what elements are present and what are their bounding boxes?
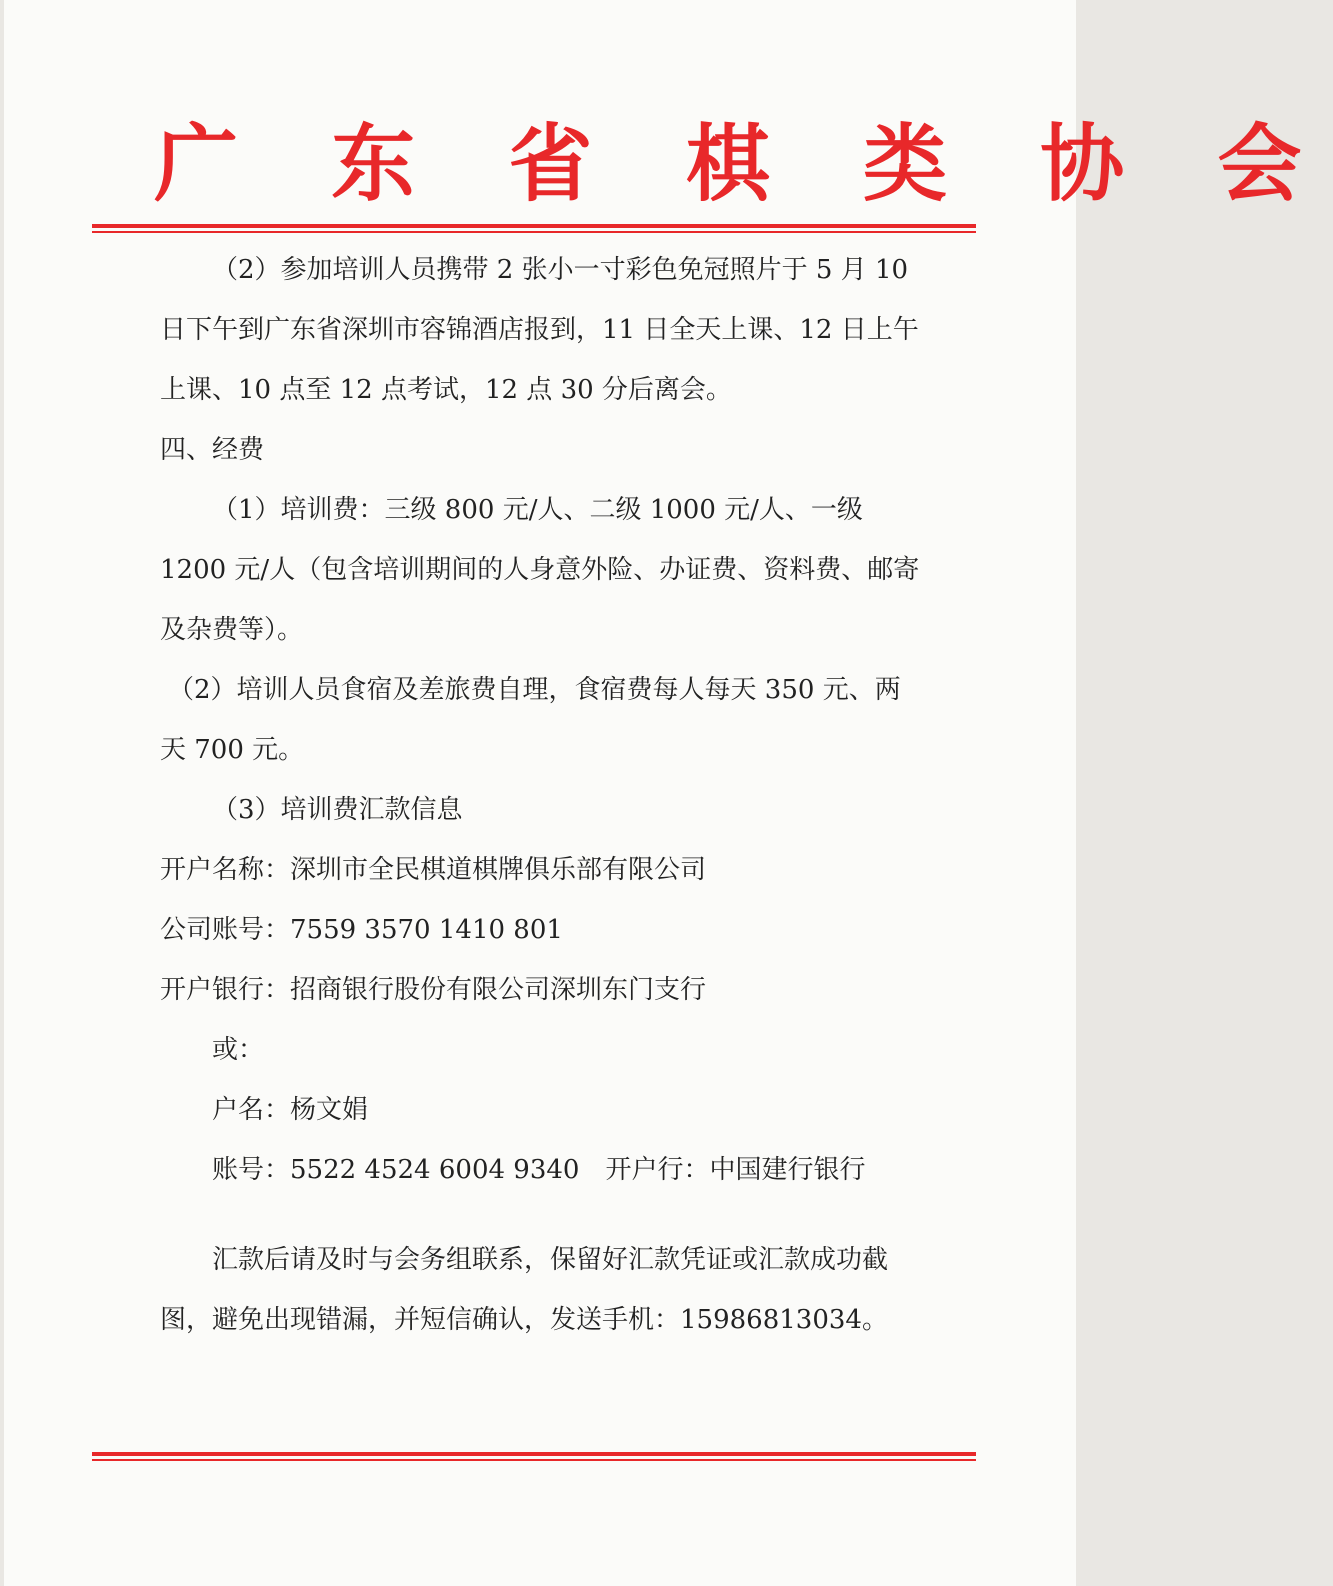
training-fee-paragraph: （1）培训费：三级 800 元/人、二级 1000 元/人、一级 1200 元/人（包含培训期间的人身意外险、办证费、资料费、邮寄及杂费等）。 [160,495,920,645]
alternative-account-line [160,1140,920,1200]
account-number-line: 公司账号：7559 3570 1410 801 [160,915,563,945]
alternative-label: 或： [212,1035,265,1065]
registration-paragraph: （2）参加培训人员携带 2 张小一寸彩色免冠照片于 5 月 10 日下午到广东省深圳市容锦酒店报到，11 日全天上课、12 日上午上课、10 点至 12 点考试，12 点 30 分后离会。 [160,255,919,405]
alternative-account-number: 账号：5522 4524 6004 9340 [212,1155,580,1185]
alternative-account-bank: 开户行：中国建行银行 [605,1155,866,1185]
rule-thick-line [92,1452,976,1456]
paragraph-gap [160,1200,920,1230]
rule-thick-line [92,224,976,228]
closing-paragraph: 汇款后请及时与会务组联系，保留好汇款凭证或汇款成功截图，避免出现错漏，并短信确认，发送手机：15986813034。 [160,1245,889,1335]
account-bank-line: 开户银行：招商银行股份有限公司深圳东门支行 [160,975,707,1005]
letterhead-title: 广 东 省 棋 类 协 会 [154,114,1333,213]
rule-thin-line [92,1459,976,1461]
document-page [4,0,1333,1586]
account-name-line: 开户名称：深圳市全民棋道棋牌俱乐部有限公司 [160,855,707,885]
document-body [160,240,920,1350]
letterhead-rule-bottom [92,1452,976,1461]
lodging-fee-paragraph: （2）培训人员食宿及差旅费自理，食宿费每人每天 350 元、两天 700 元。 [160,675,901,765]
alternative-account-holder: 户名：杨文娟 [212,1095,369,1125]
letterhead [4,114,1333,214]
section-heading-funding: 四、经费 [160,435,265,465]
rule-thin-line [92,231,976,233]
letterhead-rule-top [92,224,976,233]
remittance-info-heading: （3）培训费汇款信息 [212,795,463,825]
